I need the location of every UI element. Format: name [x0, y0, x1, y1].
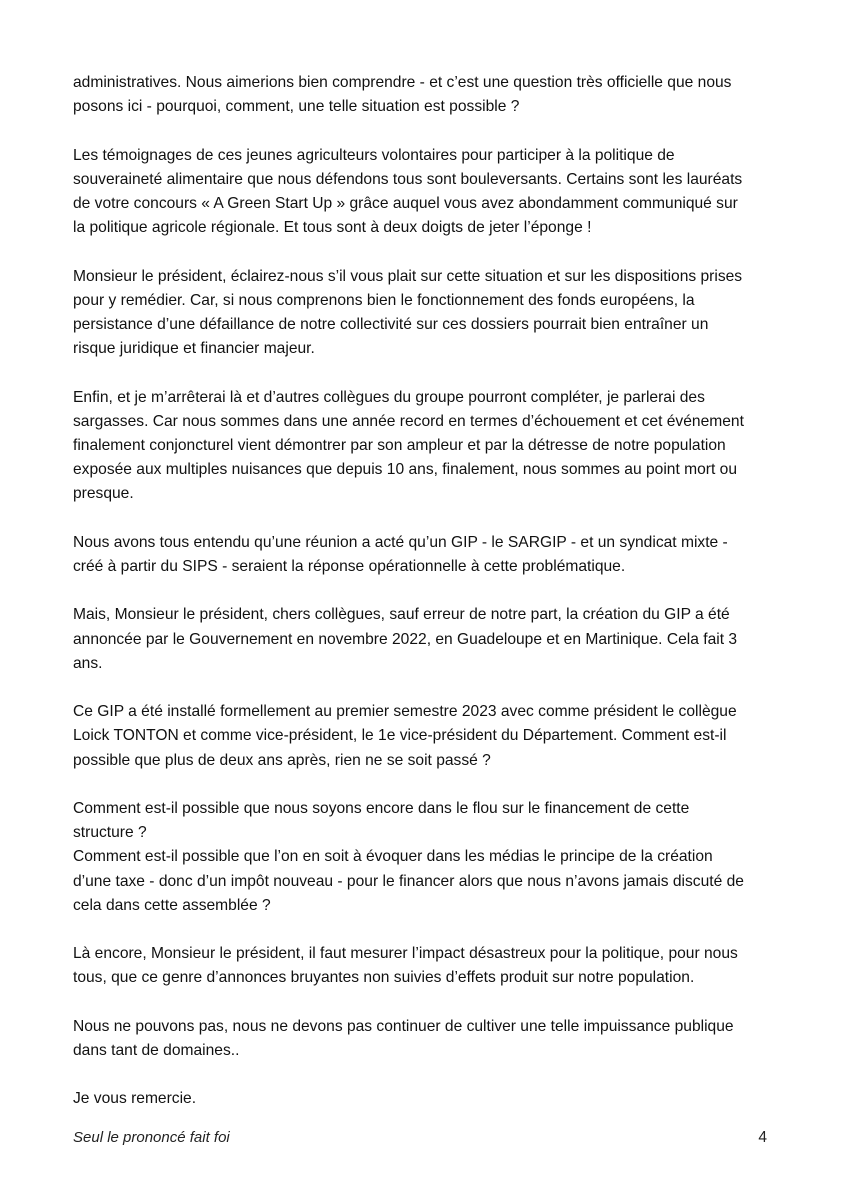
text-line: cela dans cette assemblée ? [73, 896, 271, 914]
text-line: pour y remédier. Car, si nous comprenons bien le fonctionnement des fonds européens, la [73, 291, 695, 309]
text-line: Ce GIP a été installé formellement au premier semestre 2023 avec comme président le collègue [73, 703, 737, 721]
page-number: 4 [758, 1129, 767, 1146]
text-line: Nous avons tous entendu qu’une réunion a acté qu’un GIP - le SARGIP - et un syndicat mixte - [73, 533, 728, 551]
paragraph [73, 531, 773, 579]
paragraph [73, 700, 773, 773]
text-line: Comment est-il possible que l’on en soit à évoquer dans les médias le principe de la création [73, 848, 713, 866]
text-line: Les témoignages de ces jeunes agriculteurs volontaires pour participer à la politique de [73, 146, 675, 164]
text-line: ans. [73, 654, 103, 672]
text-line: persistance d’une défaillance de notre collectivité sur ces dossiers pourrait bien entraîner un [73, 316, 709, 333]
text-line: exposée aux multiples nuisances que depuis 10 ans, finalement, nous sommes au point mort ou [73, 461, 737, 479]
paragraph [73, 144, 773, 241]
paragraph [73, 603, 773, 676]
text-line: Je vous remercie. [73, 1090, 197, 1108]
text-line: créé à partir du SIPS - seraient la réponse opérationnelle à cette problématique. [73, 558, 626, 575]
text-line: souveraineté alimentaire que nous défendons tous sont bouleversants. Certains sont les lauréats [73, 170, 743, 188]
text-line: risque juridique et financier majeur. [73, 340, 315, 358]
paragraph [73, 1015, 773, 1063]
paragraph [73, 386, 773, 507]
paragraph [73, 1087, 773, 1111]
paragraph [73, 942, 773, 990]
document-body [73, 71, 773, 1136]
text-line: Monsieur le président, éclairez-nous s’il vous plait sur cette situation et sur les dispositions prises [73, 267, 743, 285]
text-line: d’une taxe - donc d’un impôt nouveau - pour le financer alors que nous n’avons jamais discuté de [73, 872, 744, 890]
paragraph [73, 797, 773, 918]
text-line: la politique agricole régionale. Et tous sont à deux doigts de jeter l’éponge ! [73, 219, 592, 237]
text-line: posons ici - pourquoi, comment, une telle situation est possible ? [73, 98, 520, 116]
text-line: annoncée par le Gouvernement en novembre 2022, en Guadeloupe et en Martinique. Cela fait 3 [73, 630, 738, 648]
text-line: sargasses. Car nous sommes dans une année record en termes d’échouement et cet événement [73, 412, 744, 430]
paragraph [73, 71, 773, 119]
paragraph [73, 265, 773, 362]
text-line: tous, que ce genre d’annonces bruyantes non suivies d’effets produit sur notre population. [73, 969, 695, 987]
text-line: Comment est-il possible que nous soyons encore dans le flou sur le financement de cette [73, 799, 690, 817]
text-line: Enfin, et je m’arrêterai là et d’autres collègues du groupe pourront compléter, je parlerai des [73, 388, 705, 406]
text-line: Mais, Monsieur le président, chers collègues, sauf erreur de notre part, la création du GIP a été [73, 606, 730, 624]
text-line: Là encore, Monsieur le président, il faut mesurer l’impact désastreux pour la politique, pour nous [73, 945, 738, 963]
footer-note: Seul le prononcé fait foi [73, 1129, 230, 1146]
text-line: possible que plus de deux ans après, rien ne se soit passé ? [73, 751, 491, 769]
text-line: Nous ne pouvons pas, nous ne devons pas continuer de cultiver une telle impuissance publique [73, 1017, 734, 1035]
text-line: finalement conjoncturel vient démontrer par son ampleur et par la détresse de notre population [73, 437, 726, 454]
text-line: dans tant de domaines.. [73, 1041, 240, 1059]
text-line: presque. [73, 485, 134, 503]
text-line: administratives. Nous aimerions bien comprendre - et c’est une question très officielle que nous [73, 74, 732, 91]
text-line: de votre concours « A Green Start Up » grâce auquel vous avez abondamment communiqué sur [73, 195, 738, 212]
text-line: structure ? [73, 824, 147, 842]
text-line: Loick TONTON et comme vice-président, le 1e vice-président du Département. Comment est-il [73, 727, 727, 745]
